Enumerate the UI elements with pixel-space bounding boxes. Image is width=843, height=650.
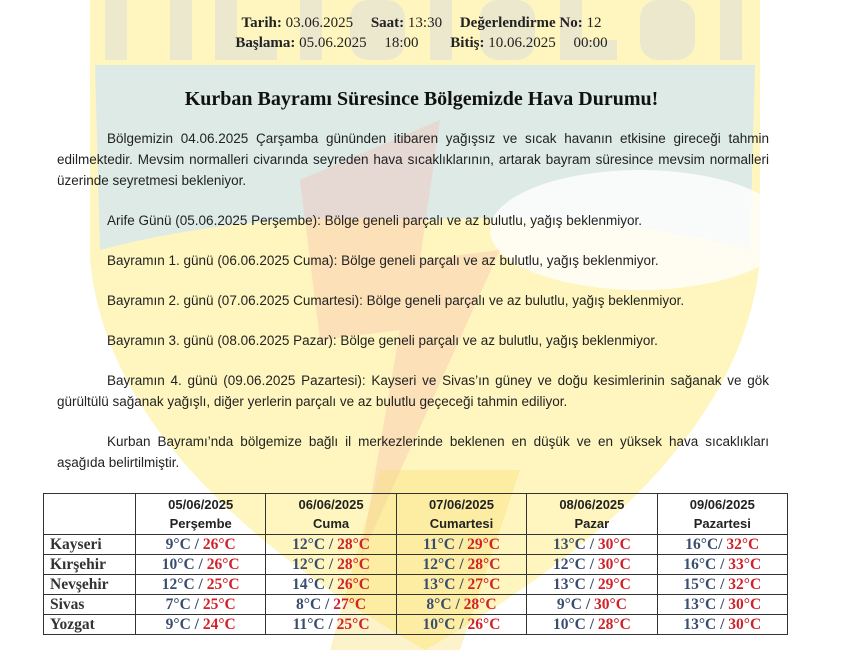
temp-cell	[657, 555, 787, 575]
col-header	[136, 494, 266, 535]
date-label: Tarih:	[241, 15, 282, 31]
max-temp: 27°C	[467, 576, 501, 593]
forecast-day-2: Bayramın 2. günü (07.06.2025 Cumartesi): Bölge geneli parçalı ve az bulutlu, yağış beklenmiyor.	[107, 293, 685, 308]
min-temp: 9°C /	[165, 616, 199, 633]
eval-label: Değerlendirme No:	[459, 15, 583, 31]
city-name: Sivas	[44, 595, 136, 615]
min-temp: 8°C /	[426, 596, 460, 613]
end-time: 00:00	[573, 35, 608, 51]
col-header-text: Pazartesi	[693, 516, 751, 531]
temp-cell	[266, 535, 396, 555]
forecast-day-1: Bayramın 1. günü (06.06.2025 Cuma): Bölge geneli parçalı ve az bulutlu, yağış beklenmiyor.	[107, 253, 659, 268]
max-temp: 32°C	[726, 536, 760, 553]
min-temp: 11°C /	[292, 616, 333, 633]
col-header-text: 06/06/2025	[298, 497, 364, 512]
col-header-text: Pazar	[574, 516, 610, 531]
temp-cell	[266, 595, 396, 615]
temp-cell	[396, 575, 526, 595]
col-header-text: 08/06/2025	[559, 497, 625, 512]
temp-cell	[136, 575, 266, 595]
col-header-text: 05/06/2025	[168, 497, 234, 512]
max-temp: 28°C	[597, 616, 631, 633]
col-header	[527, 494, 657, 535]
temp-cell	[136, 595, 266, 615]
min-temp: 16°C /	[683, 556, 725, 573]
bulletin-meta	[0, 13, 843, 53]
min-temp: 9°C /	[556, 596, 591, 613]
min-temp: 10°C /	[552, 616, 595, 633]
end-date: 10.06.2025	[488, 35, 556, 51]
max-temp: 26°C	[206, 556, 240, 573]
eval-no: 12	[586, 15, 602, 31]
min-temp: 15°C /	[683, 576, 725, 593]
temp-cell	[527, 575, 657, 595]
col-header-text: 09/06/2025	[689, 497, 755, 512]
city-name: Yozgat	[44, 615, 136, 635]
max-temp: 25°C	[336, 616, 370, 633]
forecast-arife: Arife Günü (05.06.2025 Perşembe): Bölge geneli parçalı ve az bulutlu, yağış beklenmiyor.	[107, 213, 643, 228]
min-temp: 16°C/	[685, 536, 723, 553]
max-temp: 27°C	[333, 596, 367, 613]
max-temp: 30°C	[594, 596, 627, 613]
city-name: Nevşehir	[44, 575, 136, 595]
min-temp: 12°C /	[292, 536, 334, 553]
min-temp: 13°C /	[422, 576, 464, 593]
col-header-text: 07/06/2025	[428, 497, 495, 512]
start-label: Başlama:	[235, 35, 296, 51]
temp-cell	[136, 615, 266, 635]
meta-line-2	[0, 33, 843, 53]
max-temp: 30°C	[728, 596, 762, 613]
intro-paragraph: Bölgemizin 04.06.2025 Çarşamba gününden itibaren yağışsız ve sıcak havanın etkisine gireceği tahmin edilmektedir. Mevsim normalleri civarında seyreden hava sıcaklıklarının, artarak bayram süresince mevsim normalleri üzerinde seyretmesi bekleniyor.	[57, 131, 769, 188]
max-temp: 33°C	[728, 556, 762, 573]
max-temp: 25°C	[206, 576, 240, 593]
max-temp: 29°C	[467, 536, 500, 553]
min-temp: 7°C /	[165, 596, 199, 613]
start-date: 05.06.2025	[299, 35, 367, 51]
temp-cell	[527, 535, 657, 555]
max-temp: 24°C	[202, 616, 236, 633]
city-name: Kayseri	[44, 535, 136, 555]
max-temp: 30°C	[597, 536, 631, 553]
max-temp: 26°C	[337, 576, 371, 593]
table-row	[44, 595, 788, 615]
bulletin-body	[57, 128, 769, 473]
min-temp: 10°C /	[161, 556, 203, 573]
date-value: 03.06.2025	[285, 15, 354, 31]
col-header-text: Perşembe	[169, 516, 232, 531]
col-header-text: Cumartesi	[429, 516, 494, 531]
forecast-day-3: Bayramın 3. günü (08.06.2025 Pazar): Bölge geneli parçalı ve az bulutlu, yağış beklenmiyor.	[107, 333, 658, 348]
col-header-text: Cuma	[313, 516, 350, 531]
temp-cell	[266, 575, 396, 595]
temperature-table	[43, 493, 788, 635]
max-temp: 25°C	[202, 596, 236, 613]
start-time: 18:00	[384, 35, 419, 51]
table-header-row	[44, 494, 788, 535]
temp-cell	[266, 615, 396, 635]
temp-cell	[657, 595, 787, 615]
min-temp: 13°C /	[683, 616, 725, 633]
end-label: Bitiş:	[450, 35, 485, 51]
time-label: Saat:	[370, 15, 405, 31]
max-temp: 30°C	[728, 616, 762, 633]
meta-line-1	[0, 13, 843, 33]
table-intro: Kurban Bayramı’nda bölgemize bağlı il merkezlerinde beklenen en düşük ve en yüksek hava sıcaklıkları aşağıda belirtilmiştir.	[57, 434, 769, 470]
temp-cell	[657, 535, 787, 555]
max-temp: 26°C	[467, 616, 501, 633]
max-temp: 30°C	[597, 556, 631, 573]
table-row	[44, 575, 788, 595]
temp-cell	[527, 555, 657, 575]
max-temp: 29°C	[597, 576, 631, 593]
min-temp: 11°C /	[422, 536, 464, 553]
temp-cell	[136, 535, 266, 555]
min-temp: 13°C /	[552, 536, 595, 553]
temp-cell	[396, 615, 526, 635]
min-temp: 8°C /	[296, 596, 330, 613]
page-title: Kurban Bayramı Süresince Bölgemizde Hava Durumu!	[184, 88, 659, 110]
min-temp: 10°C /	[422, 616, 464, 633]
temp-cell	[657, 615, 787, 635]
max-temp: 28°C	[467, 556, 501, 573]
max-temp: 26°C	[202, 536, 236, 553]
forecast-day-4: Bayramın 4. günü (09.06.2025 Pazartesi): Kayseri ve Sivas’ın güney ve doğu kesimlerinin sağanak ve gök gürültülü sağanak yağışlı, diğer yerlerin parçalı ve az bulutlu geçeceği tahmin ediliyor.	[57, 373, 769, 409]
max-temp: 32°C	[728, 576, 762, 593]
col-header	[657, 494, 787, 535]
min-temp: 12°C /	[552, 556, 595, 573]
temp-cell	[266, 555, 396, 575]
temp-cell	[396, 535, 526, 555]
temp-cell	[527, 615, 657, 635]
max-temp: 28°C	[337, 556, 371, 573]
min-temp: 13°C /	[552, 576, 595, 593]
min-temp: 14°C /	[292, 576, 334, 593]
city-name: Kırşehir	[44, 555, 136, 575]
col-header	[266, 494, 396, 535]
temp-cell	[657, 575, 787, 595]
table-row	[44, 615, 788, 635]
min-temp: 13°C /	[683, 596, 725, 613]
temp-cell	[527, 595, 657, 615]
table-row	[44, 555, 788, 575]
temp-cell	[396, 555, 526, 575]
max-temp: 28°C	[463, 596, 497, 613]
col-header	[396, 494, 526, 535]
min-temp: 12°C /	[292, 556, 334, 573]
max-temp: 28°C	[337, 536, 371, 553]
min-temp: 12°C /	[422, 556, 464, 573]
min-temp: 12°C /	[161, 576, 203, 593]
temp-cell	[136, 555, 266, 575]
table-row	[44, 535, 788, 555]
min-temp: 9°C /	[165, 536, 199, 553]
corner-cell	[44, 494, 136, 535]
table-body	[44, 535, 788, 635]
time-value: 13:30	[407, 15, 443, 31]
temp-cell	[396, 595, 526, 615]
